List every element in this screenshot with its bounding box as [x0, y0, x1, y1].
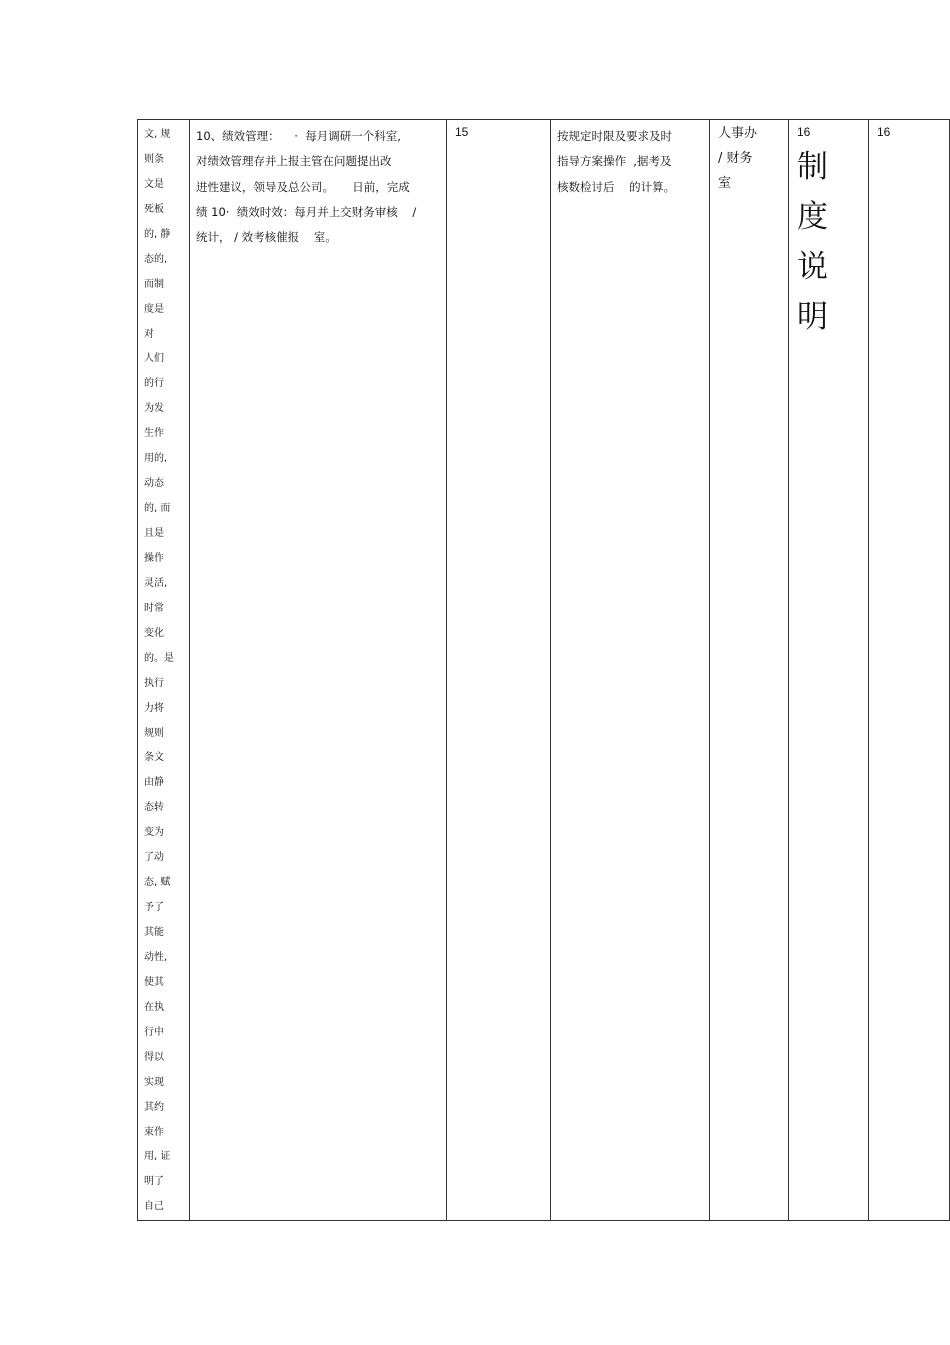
value-text: 16 [877, 125, 891, 139]
description-line: 予了 [144, 902, 164, 914]
standard-line: 指导方案操作 ,据考及 [557, 154, 672, 169]
institution-title-char: 度 [797, 199, 828, 235]
description-line: 的, 而 [144, 503, 171, 515]
description-line: 得以 [144, 1051, 164, 1063]
description-line: 实现 [144, 1076, 164, 1088]
description-line: 动性, [144, 951, 168, 963]
description-line: 的。是 [144, 652, 174, 664]
description-line: 规则 [144, 727, 164, 739]
description-line: 则条 [144, 153, 164, 165]
value-cell [869, 120, 950, 1221]
description-line: 了动 [144, 852, 164, 864]
institution-number: 16 [797, 125, 811, 139]
department-line: / 财务 [718, 151, 753, 166]
description-line: 由静 [144, 777, 164, 789]
description-line: 其约 [144, 1101, 164, 1113]
department-line: 室 [718, 176, 732, 191]
description-line: 文, 规 [144, 129, 171, 140]
description-line: 态的, [144, 253, 168, 265]
task-content-text [196, 124, 440, 250]
description-line: 的, 静 [144, 228, 171, 240]
task-content-line: 对绩效管理存并上报主管在问题提出改 [196, 154, 392, 169]
institution-title-char: 说 [797, 249, 828, 285]
institution-note-cell [789, 120, 869, 1221]
description-line: 态, 赋 [144, 877, 171, 889]
standard-cell [551, 120, 710, 1221]
description-line: 态转 [144, 802, 164, 814]
description-line: 动态 [144, 478, 164, 490]
description-line: 而制 [144, 278, 164, 290]
description-line: 行中 [144, 1026, 164, 1038]
table-row [138, 120, 950, 1221]
institution-title-char: 制 [797, 149, 828, 185]
description-line: 自己 [144, 1201, 164, 1213]
description-line: 变化 [144, 627, 164, 639]
description-line: 死板 [144, 203, 164, 215]
department-cell [710, 120, 789, 1221]
task-content-line: 10、绩效管理： · 每月调研一个科室, [196, 129, 401, 143]
standard-text [557, 124, 703, 200]
task-content-line: 进性建议，领导及总公司。 日前，完成 [196, 179, 410, 194]
description-line: 条文 [144, 752, 164, 764]
department-text [718, 121, 788, 196]
description-line: 束作 [144, 1126, 164, 1138]
description-line: 的行 [144, 378, 164, 390]
description-line: 灵活, [144, 577, 168, 589]
description-line: 人们 [144, 353, 164, 365]
description-text [144, 123, 189, 1220]
institution-title [797, 142, 868, 342]
description-line: 在执 [144, 1001, 164, 1013]
score-value: 15 [455, 125, 469, 139]
description-line: 且是 [144, 528, 164, 539]
description-line: 操作 [144, 552, 164, 564]
description-line: 力将 [144, 702, 164, 714]
description-line: 生作 [144, 428, 164, 440]
institution-title-char: 明 [797, 299, 828, 335]
description-line: 变为 [144, 827, 164, 839]
description-line: 对 [144, 328, 154, 340]
standard-line: 按规定时限及要求及时 [557, 129, 672, 143]
task-content-line: 统计， / 效考核催报 室。 [196, 230, 337, 245]
description-line: 时常 [144, 602, 164, 614]
description-line: 为发 [144, 403, 164, 415]
document-table [137, 119, 950, 1221]
description-line: 用, 证 [144, 1151, 171, 1163]
description-line: 其能 [144, 927, 164, 938]
standard-line: 核数检讨后 的计算。 [557, 179, 676, 194]
description-line: 度是 [144, 303, 164, 315]
score-cell [447, 120, 551, 1221]
task-content-line: 绩 10· 绩效时效：每月并上交财务审核 / [196, 204, 417, 219]
description-line: 使其 [144, 976, 164, 988]
description-line: 用的, [144, 453, 168, 465]
description-line: 执行 [144, 677, 164, 689]
department-line: 人事办 [718, 126, 758, 141]
description-line: 文是 [144, 178, 164, 190]
description-line: 明了 [144, 1176, 164, 1188]
task-content-cell [190, 120, 447, 1221]
description-cell [138, 120, 190, 1221]
